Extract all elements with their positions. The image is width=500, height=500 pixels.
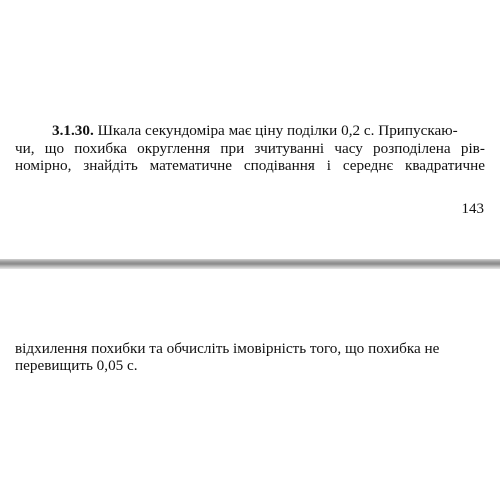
problem-text-line-2: чи, що похибка округлення при зчитуванні часу розподілена рів- (15, 140, 485, 157)
page-number: 143 (461, 201, 484, 217)
problem-text-line-3: номірно, знайдіть математичне сподівання і середнє квадратичне (15, 157, 485, 174)
continuation-line-2: перевищить 0,05 с. (15, 357, 138, 374)
problem-line-3 (15, 157, 485, 174)
continuation-line-1: відхилення похибки та обчисліть імовірність того, що похибка не (15, 340, 440, 357)
problem-text-line-1: Шкала секундоміра має ціну поділки 0,2 с. Припускаю- (97, 122, 458, 139)
problem-line-2 (15, 140, 485, 157)
problem-line-1 (52, 122, 485, 139)
page-separator (0, 259, 500, 269)
problem-number: 3.1.30. (52, 122, 94, 139)
